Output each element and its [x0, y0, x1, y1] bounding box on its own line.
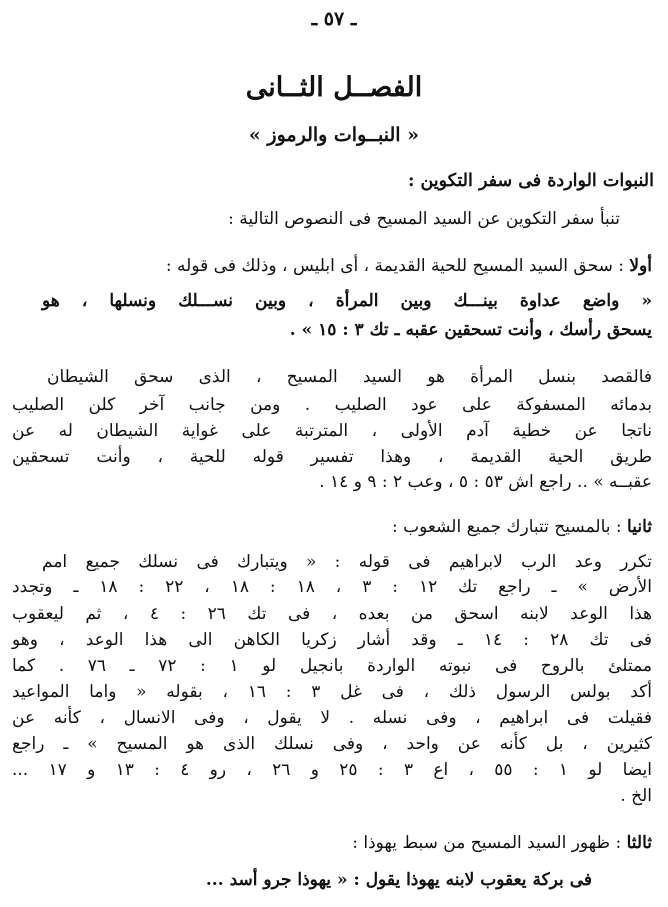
first-quote-line: يسحق رأسك ، وأنت تسحقين عقبه ـ تك ٣ : ١٥ » .	[289, 320, 652, 340]
second-para-line: هذا الوعد لابنه اسحق من بعده ، فى تك ٢٦ : ٤ ، ثم ليعقوب	[12, 604, 652, 624]
second-para-line: فقيلت فى ابراهيم ، وفى نسله . لا يقول ، وفى الانسال ، كأنه عن	[12, 708, 652, 728]
chapter-subtitle: « النبــوات والرموز »	[248, 124, 420, 146]
second-label: ثانيا	[627, 517, 652, 537]
second-para-line: فى تك ٢٨ : ١٤ ـ وقد أشار زكريا الكاهن الى هذا الوعد ، وهو	[12, 630, 653, 650]
second-para-line: أكد بولس الرسول ذلك ، فى غل ٣ : ١٦ ، بقوله « واما المواعيد	[12, 682, 652, 702]
first-label: أولا	[629, 256, 652, 276]
first-item	[166, 258, 652, 275]
chapter-title: الفصــل الثــانى	[245, 72, 423, 103]
second-para-line: الأرض » ـ راجع تك ١٢ : ٣ ، ١٨ : ١٨ ، ٢٢ : ١٨ ـ وتجدد	[12, 577, 652, 597]
second-para-line: الخ .	[620, 786, 652, 806]
second-item	[392, 519, 652, 536]
section-heading: النبوات الواردة فى سفر التكوين :	[407, 171, 654, 191]
third-heading: : ظهور السيد المسيح من سبط يهوذا :	[352, 833, 622, 853]
first-para-line: ناتجا عن خطية آدم الأولى ، المترتبة على غواية الشيطان له عن	[12, 421, 652, 441]
first-para-line: عقبــه » .. راجع اش ٥٣ : ٥ ، وعب ٢ : ٩ و ١٤ .	[319, 472, 652, 492]
first-para-line: طريق الحية القديمة ، وهذا تفسير قوله للحية ، وأنت تسحقين	[12, 447, 652, 467]
second-para-line: كثيرين ، بل كأنه عن واحد ، وفى نسلك الذى هو المسيح » ـ راجع	[12, 734, 652, 754]
third-para-line: فى بركة يعقوب لابنه يهوذا يقول : « يهوذا جرو أسد ...	[205, 870, 592, 890]
intro-line: تنبأ سفر التكوين عن السيد المسيح فى النصوص التالية :	[228, 209, 620, 229]
second-heading: : بالمسيح تتبارك جميع الشعوب :	[392, 517, 622, 537]
first-para-line: بدمائه المسفوكة على عود الصليب . ومن جانب آخر كلن الصليب	[12, 395, 652, 415]
first-quote-line: « واضع عداوة بينـــك وبين المرأة ، وبين نســـلك ونسلها ، هو	[42, 291, 652, 311]
third-label: ثالثا	[626, 833, 652, 853]
page-number: ـ ٥٧ ـ	[311, 8, 357, 30]
second-para-line: ممتلئ بالروح فى نبوته الواردة بانجيل لو ١ : ٧٢ ـ ٧٦ . كما	[12, 656, 653, 676]
second-para-line: تكرر وعد الرب لابراهيم فى قوله : « ويتبارك فى نسلك جميع امم	[42, 552, 652, 572]
first-heading: : سحق السيد المسيح للحية القديمة ، أى ابليس ، وذلك فى قوله :	[165, 256, 624, 276]
third-item	[352, 835, 652, 852]
first-para-line: فالقصد بنسل المرأة هو السيد المسيح ، الذى سحق الشيطان	[47, 367, 652, 387]
second-para-line: ايضا لو ١ : ٥٥ ، اع ٣ : ٢٥ و ٢٦ ، رو ٤ : ١٣ و ١٧ ...	[12, 760, 652, 780]
